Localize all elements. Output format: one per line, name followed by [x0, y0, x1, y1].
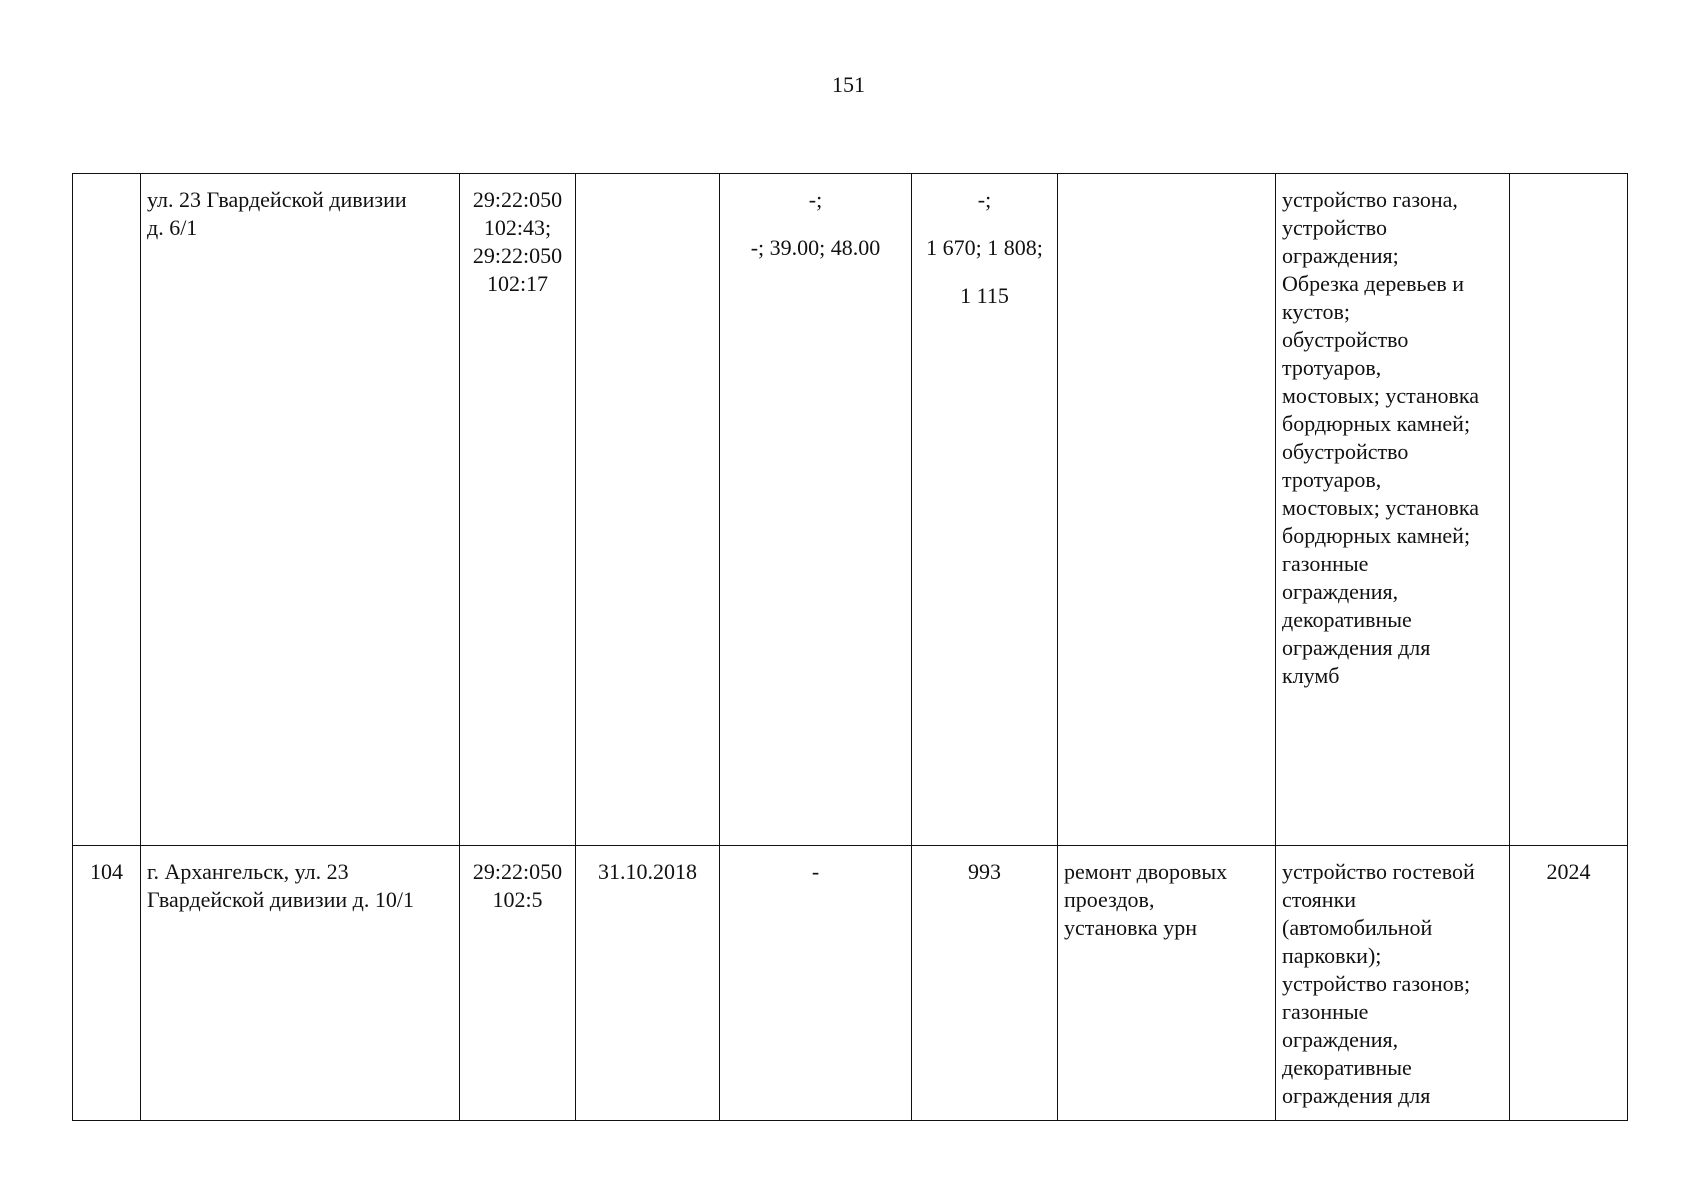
work-line: парковки); — [1282, 943, 1382, 968]
work-line: обустройство — [1282, 327, 1409, 352]
work-line: клумб — [1282, 663, 1340, 688]
cadastral-line: 102:5 — [492, 887, 543, 912]
table-row — [73, 846, 1628, 1121]
address-line: ул. 23 Гвардейской дивизии — [147, 187, 407, 212]
work-line: ограждения для — [1282, 1083, 1431, 1108]
area-line: -; — [808, 187, 823, 212]
min-works-cell — [1058, 174, 1276, 846]
min-works-cell — [1058, 846, 1276, 1121]
work-line: мостовых; установка — [1282, 383, 1480, 408]
work-line: ремонт дворовых — [1064, 859, 1228, 884]
work-line: кустов; — [1282, 299, 1350, 324]
work-line: устройство газона, — [1282, 187, 1458, 212]
address-line: г. Архангельск, ул. 23 — [147, 859, 349, 884]
address-line: д. 6/1 — [147, 215, 198, 240]
cadastral-cell — [460, 174, 576, 846]
work-line: устройство — [1282, 215, 1388, 240]
work-line: ограждения, — [1282, 1027, 1399, 1052]
area-cell — [720, 846, 912, 1121]
area-cell — [720, 174, 912, 846]
area-line: - — [811, 859, 820, 884]
page-number: 151 — [832, 72, 865, 97]
work-line: мостовых; установка — [1282, 495, 1480, 520]
register-table — [72, 173, 1628, 1121]
add-works-cell — [1276, 174, 1510, 846]
work-line: устройство газонов; — [1282, 971, 1471, 996]
address-line: Гвардейской дивизии д. 10/1 — [147, 887, 414, 912]
value-line: 993 — [968, 859, 1001, 884]
year-cell — [1510, 174, 1628, 846]
value-cell — [912, 174, 1058, 846]
work-line: устройство гостевой — [1282, 859, 1475, 884]
cadastral-cell — [460, 846, 576, 1121]
row-number-cell: 104 — [73, 846, 141, 1121]
work-line: ограждения, — [1282, 579, 1399, 604]
cadastral-line: 29:22:050 — [472, 243, 563, 268]
row-number-cell — [73, 174, 141, 846]
cadastral-line: 29:22:050 — [472, 859, 563, 884]
year-cell: 2024 — [1510, 846, 1628, 1121]
work-line: стоянки — [1282, 887, 1357, 912]
work-line: установка урн — [1064, 915, 1197, 940]
area-line: -; 39.00; 48.00 — [750, 235, 881, 260]
work-line: проездов, — [1064, 887, 1155, 912]
address-cell — [141, 846, 460, 1121]
value-cell — [912, 846, 1058, 1121]
work-line: ограждения; — [1282, 243, 1399, 268]
work-line: тротуаров, — [1282, 467, 1382, 492]
work-line: ограждения для — [1282, 635, 1431, 660]
date-cell: 31.10.2018 — [576, 846, 720, 1121]
work-line: газонные — [1282, 999, 1369, 1024]
table-row — [73, 174, 1628, 846]
value-line: 1 115 — [960, 283, 1009, 308]
work-line: тротуаров, — [1282, 355, 1382, 380]
work-line: газонные — [1282, 551, 1369, 576]
value-line: 1 670; 1 808; — [926, 235, 1043, 260]
work-line: бордюрных камней; — [1282, 523, 1471, 548]
date-cell — [576, 174, 720, 846]
cadastral-line: 29:22:050 — [472, 187, 563, 212]
address-cell — [141, 174, 460, 846]
work-line: (автомобильной — [1282, 915, 1433, 940]
work-line: декоративные — [1282, 1055, 1412, 1080]
work-line: бордюрных камней; — [1282, 411, 1471, 436]
cadastral-line: 102:43; — [483, 215, 552, 240]
work-line: Обрезка деревьев и — [1282, 271, 1464, 296]
add-works-cell — [1276, 846, 1510, 1121]
work-line: декоративные — [1282, 607, 1412, 632]
value-line: -; — [977, 187, 992, 212]
cadastral-line: 102:17 — [486, 271, 549, 296]
work-line: обустройство — [1282, 439, 1409, 464]
